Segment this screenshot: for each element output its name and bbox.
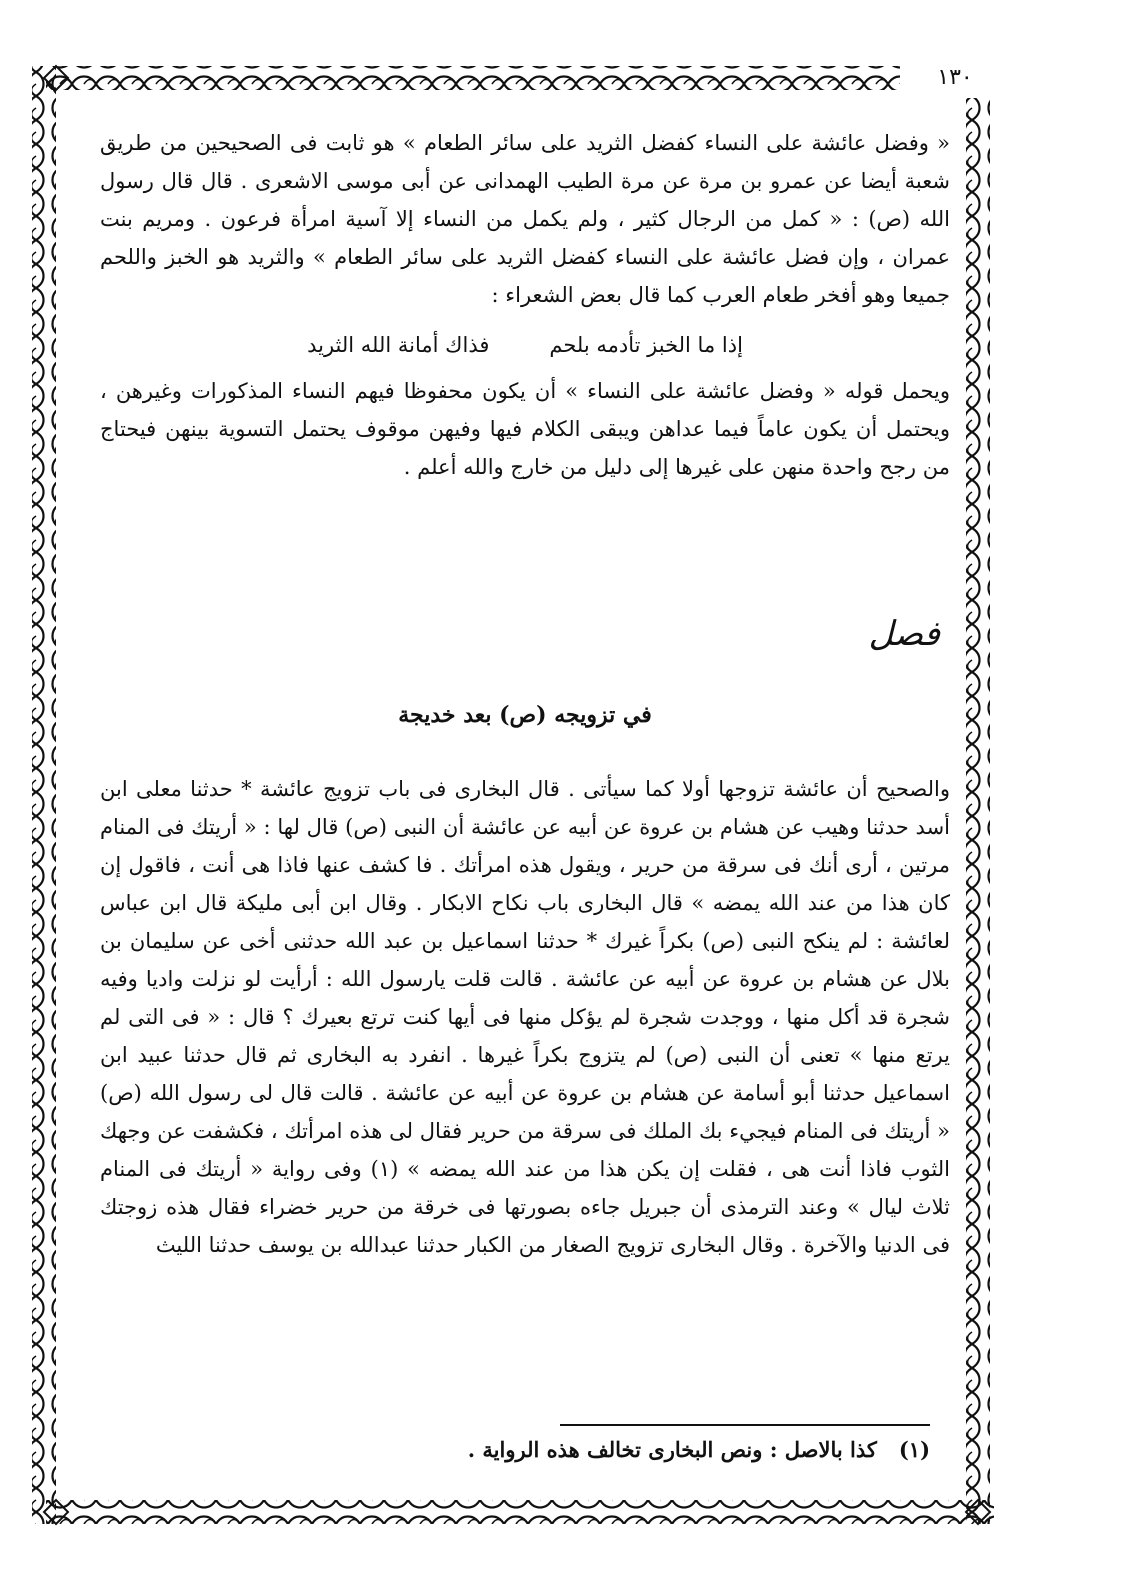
verse-second-hemistich: فذاك أمانة الله الثريد <box>307 333 490 357</box>
footnote-text: كذا بالاصل : ونص البخارى تخالف هذه الرواية . <box>467 1437 877 1462</box>
paragraph-1: « وفضل عائشة على النساء كفضل الثريد على سائر الطعام » هو ثابت فى الصحيحين من طريق شعبة أيضا عن عمرو بن مرة عن مرة الطيب الهمدانى عن أبى موسى الاشعرى . قال قال رسول الله (ص) : « كمل من الرجال كثير ، ولم يكمل من النساء إلا آسية امرأة فرعون . ومريم بنت عمران ، وإن فضل عائشة على النساء كفضل الثريد على سائر الطعام » والثريد هو الخبز واللحم جميعا وهو أفخر طعام العرب كما قال بعض الشعراء : <box>100 131 950 307</box>
footnote-marker: (١) <box>898 1437 930 1462</box>
footnote <box>100 1432 930 1468</box>
paragraph-2: ويحمل قوله « وفضل عائشة على النساء » أن يكون محفوظا فيهم النساء المذكورات وغيرهن ، ويحتمل أن يكون عاماً فيما عداهن ويبقى الكلام فيها وفيهن موقوف يحتمل التسوية بينهن فيحتاج من رجح واحدة منهن على غيرها إلى دليل من خارج والله أعلم . <box>100 379 950 479</box>
poem-verse <box>100 326 950 364</box>
section-one <box>100 124 950 486</box>
section-subtitle: في تزويجه (ص) بعد خديجة <box>398 702 652 728</box>
paragraph-3: والصحيح أن عائشة تزوجها أولا كما سيأتى . قال البخارى فى باب تزويج عائشة * حدثنا معلى ابن أسد حدثنا وهيب عن هشام بن عروة عن أبيه عن عائشة أن النبى (ص) قال لها : « أريتك فى المنام مرتين ، أرى أنك فى سرقة من حرير ، ويقول هذه امرأتك . فا كشف عنها فاذا هى أنت ، فاقول إن كان هذا من عند الله يمضه » قال البخارى باب نكاح الابكار . وقال ابن أبى مليكة قال ابن عباس لعائشة : لم ينكح النبى (ص) بكراً غيرك * حدثنا اسماعيل بن عبد الله حدثنى أخى عن سليمان بن بلال عن هشام بن عروة عن أبيه عن عائشة . قالت قلت يارسول الله : أرأيت لو نزلت واديا وفيه شجرة قد أكل منها ، ووجدت شجرة لم يؤكل منها فى أيها كنت ترتع بعيرك ؟ قال : « فى التى لم يرتع منها » تعنى أن النبى (ص) لم يتزوج بكراً غيرها . انفرد به البخارى ثم قال حدثنا عبيد ابن اسماعيل حدثنا أبو أسامة عن هشام بن عروة عن أبيه عن عائشة . قالت قال لى رسول الله (ص) « أريتك فى المنام فيجيء بك الملك فى سرقة من حرير فقال لى هذه امرأتك ، فكشفت عن وجهك الثوب فاذا أنت هى ، فقلت إن يكن هذا من عند الله يمضه » (١) وفى رواية « أريتك فى المنام ثلاث ليال » وعند الترمذى أن جبريل جاءه بصورتها فى خرقة من حرير خضراء فقال هذه زوجتك فى الدنيا والآخرة . وقال البخارى تزويج الصغار من الكبار حدثنا عبدالله بن يوسف حدثنا الليث <box>100 777 950 1257</box>
section-two <box>100 770 950 1264</box>
section-heading: فصل <box>868 614 940 654</box>
verse-first-hemistich: إذا ما الخبز تأدمه بلحم <box>549 333 743 357</box>
page-number: ١٣٠ <box>900 58 1010 98</box>
footnote-divider <box>560 1424 930 1426</box>
